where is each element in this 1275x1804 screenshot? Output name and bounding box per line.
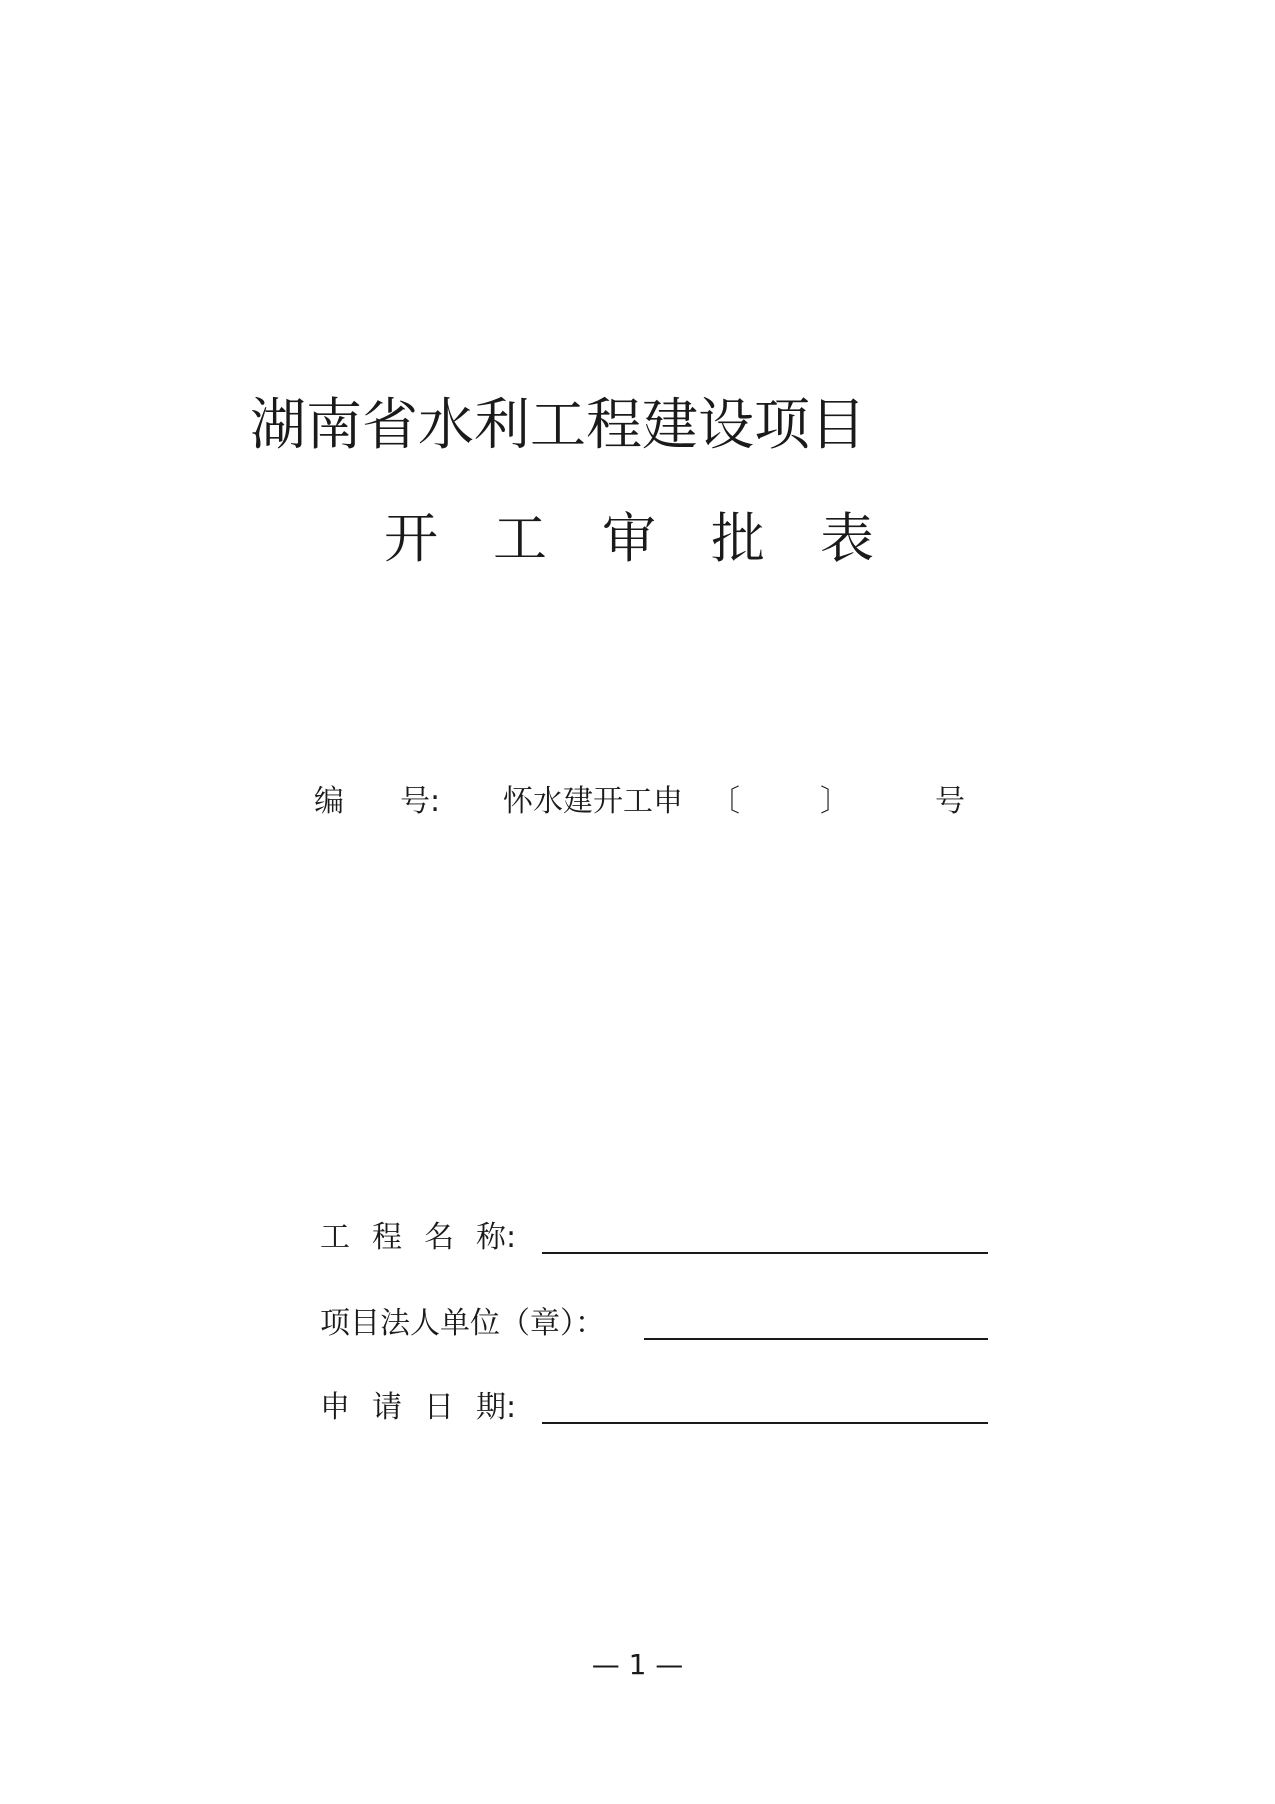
document-subtitle <box>384 507 929 570</box>
apply-date-label <box>320 1388 528 1428</box>
label-char: 名 <box>424 1220 454 1255</box>
label-char: 称: <box>476 1220 517 1255</box>
number-label-char: 编 <box>314 784 344 819</box>
label-char: 申 <box>320 1390 350 1425</box>
legal-entity-blank[interactable] <box>644 1338 988 1340</box>
document-title: 湖南省水利工程建设项目 <box>250 393 866 458</box>
document-number-row <box>0 782 1275 822</box>
project-name-blank[interactable] <box>542 1252 988 1254</box>
label-char: 期: <box>476 1390 517 1425</box>
label-char: 请 <box>372 1390 402 1425</box>
page-number: — 1 — <box>591 1648 684 1681</box>
subtitle-char: 批 <box>711 507 765 570</box>
legal-entity-label: 项目法人单位（章）： <box>320 1306 605 1341</box>
subtitle-char: 工 <box>493 507 547 570</box>
bracket-close: 〕 <box>820 784 850 819</box>
label-char: 工 <box>320 1220 350 1255</box>
legal-entity-field <box>320 1304 1000 1344</box>
subtitle-char: 审 <box>602 507 656 570</box>
apply-date-field <box>320 1388 1000 1428</box>
label-char: 程 <box>372 1220 402 1255</box>
number-suffix: 号 <box>935 784 965 819</box>
apply-date-blank[interactable] <box>542 1422 988 1424</box>
number-label-char: 号: <box>400 784 441 819</box>
label-char: 日 <box>424 1390 454 1425</box>
project-name-label <box>320 1218 528 1258</box>
number-prefix: 怀水建开工申 <box>503 784 683 819</box>
subtitle-char: 开 <box>384 507 438 570</box>
bracket-open: 〔 <box>710 784 740 819</box>
project-name-field <box>320 1218 1000 1258</box>
subtitle-char: 表 <box>820 507 874 570</box>
